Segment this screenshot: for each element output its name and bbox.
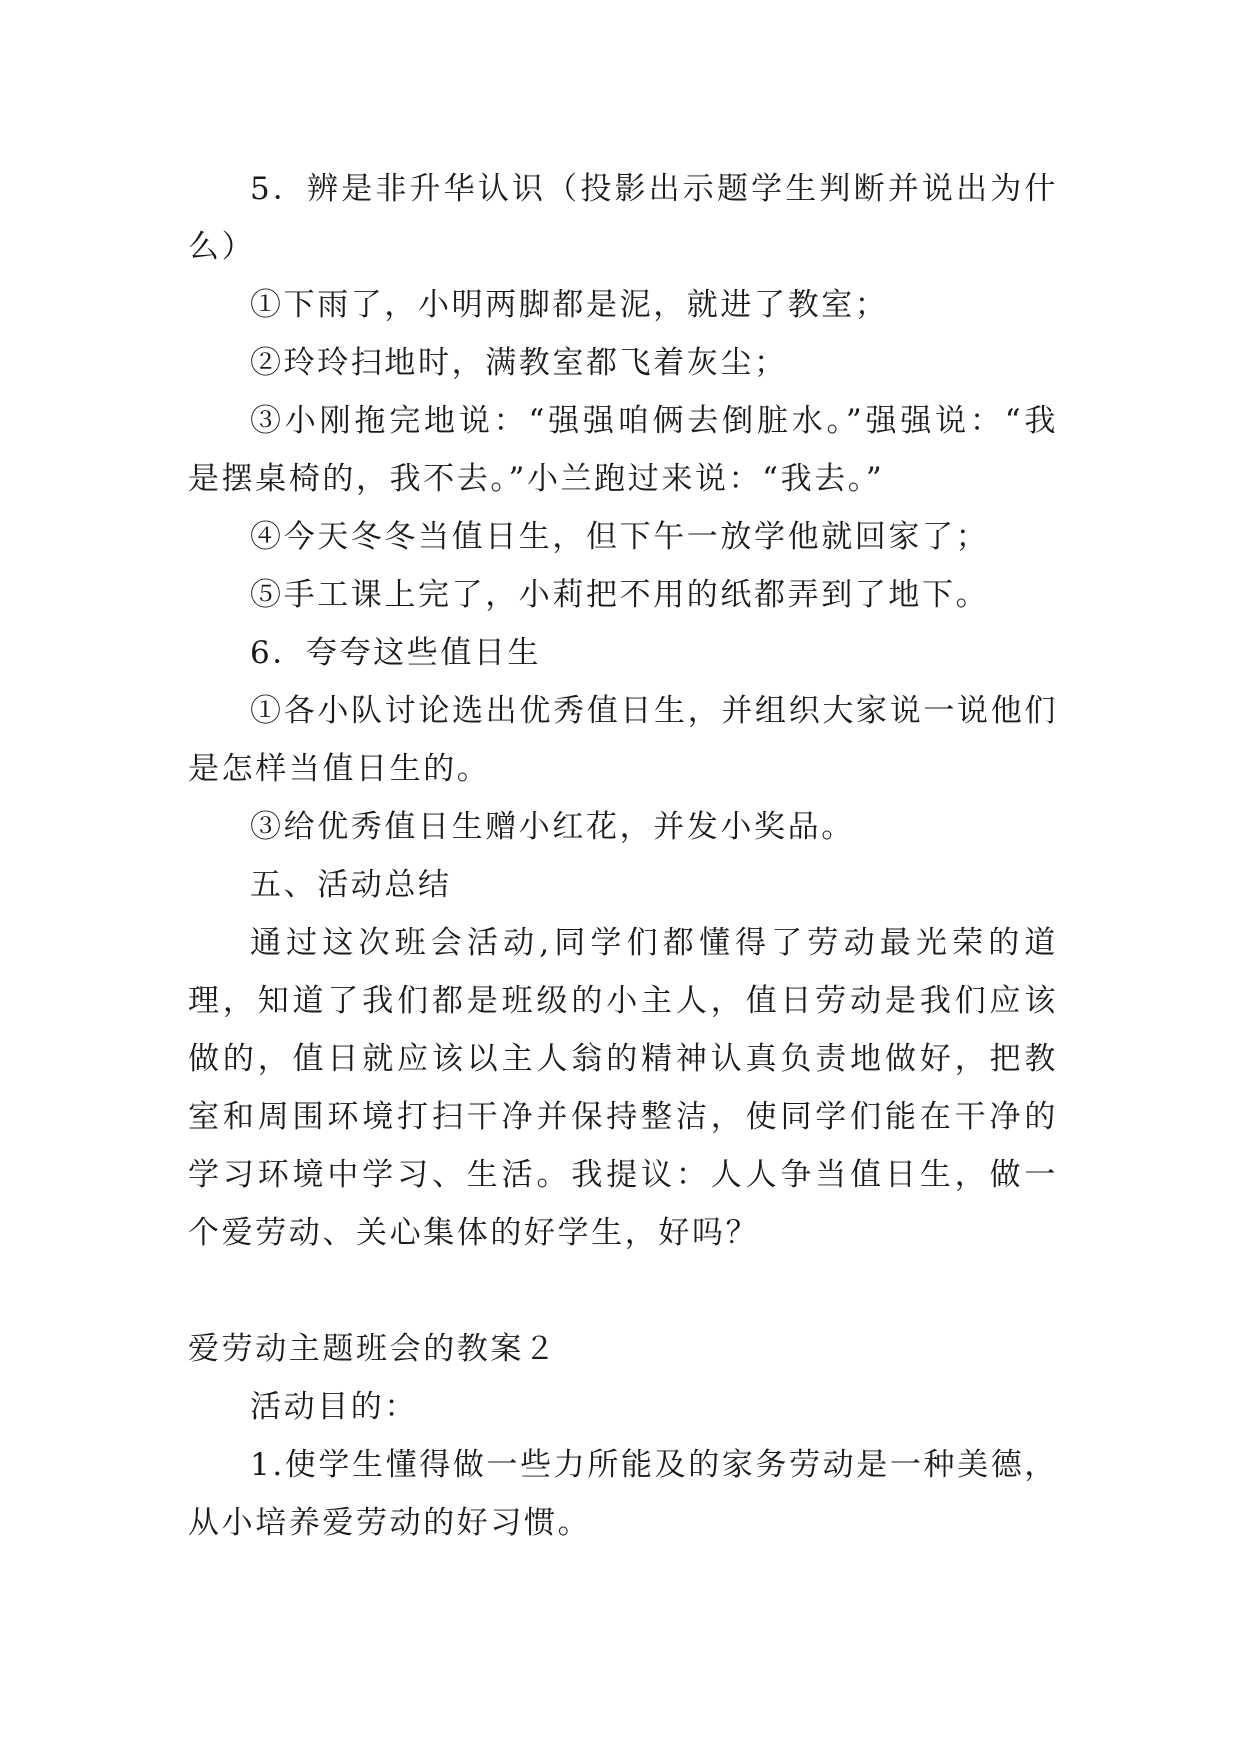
document-body [188, 160, 1058, 1552]
item-6-praise-students: 6．夸夸这些值日生 [250, 635, 542, 671]
example-5: ⑤手工课上完了，小莉把不用的纸都弄到了地下。 [250, 577, 990, 613]
praise-step-1: ①各小队讨论选出优秀值日生，并组织大家说一说他们是怎样当值日生的。 [188, 693, 1058, 787]
activity-goal-label: 活动目的： [250, 1389, 418, 1425]
lesson-plan-2-title: 爱劳动主题班会的教案２ [188, 1331, 558, 1367]
example-3: ③小刚拖完地说：“强强咱俩去倒脏水。”强强说：“我是摆桌椅的，我不去。”小兰跑过来说：“我去。” [188, 403, 1058, 497]
example-2: ②玲玲扫地时，满教室都飞着灰尘； [250, 345, 788, 381]
example-4: ④今天冬冬当值日生，但下午一放学他就回家了； [250, 519, 990, 555]
section-5-heading: 五、活动总结 [250, 867, 452, 903]
summary-paragraph: 通过这次班会活动,同学们都懂得了劳动最光荣的道理，知道了我们都是班级的小主人，值日劳动是我们应该做的，值日就应该以主人翁的精神认真负责地做好，把教室和周围环境打扫干净并保持整洁，使同学们能在干净的学习环境中学习、生活。我提议：人人争当值日生，做一个爱劳动、关心集体的好学生，好吗？ [188, 925, 1058, 1251]
activity-goal-1: 1.使学生懂得做一些力所能及的家务劳动是一种美德，从小培养爱劳动的好习惯。 [188, 1447, 1058, 1541]
praise-step-3: ③给优秀值日生赠小红花，并发小奖品。 [250, 809, 855, 845]
item-5-distinguish-right-wrong: 5．辨是非升华认识（投影出示题学生判断并说出为什么） [188, 171, 1058, 265]
example-1: ①下雨了，小明两脚都是泥，就进了教室； [250, 287, 889, 323]
